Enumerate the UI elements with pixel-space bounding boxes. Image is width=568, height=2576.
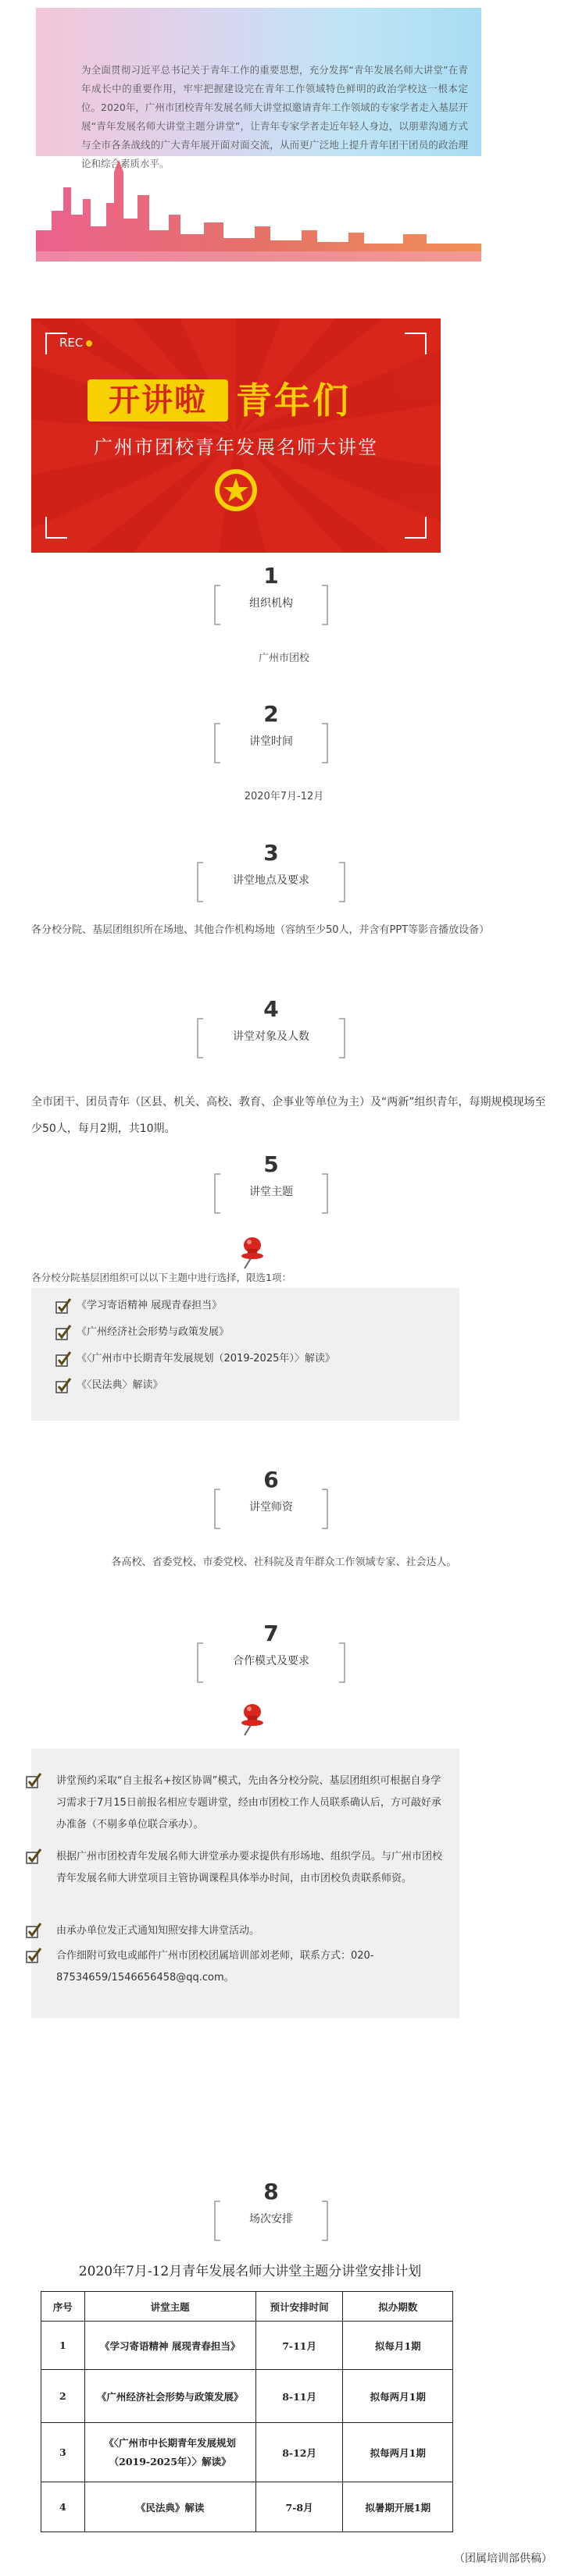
section-6-content: 各高校、省委党校、市委党校、社科院及青年群众工作领域专家、社会达人。 [111,1557,457,1568]
section-2-heading [213,700,330,767]
frame-corner [405,517,427,539]
city-skyline-image [36,156,481,262]
banner-kai-label: 开讲啦 [88,379,228,422]
article-source-footer: （团属培训部供稿） [454,2553,552,2565]
table-cell: 《民法典》解读 [84,2482,255,2532]
section-number: 6 [263,1467,279,1493]
table-header-cell: 讲堂主题 [84,2292,255,2322]
table-row [41,2370,453,2423]
topics-box [31,1288,459,1421]
checkbox-checked-icon [55,1377,72,1394]
table-cell: 1 [41,2322,85,2370]
push-pin-icon [237,1235,268,1269]
table-header-cell: 拟办期数 [343,2292,453,2322]
table-cell: 拟每两月1期 [343,2370,453,2423]
checkbox-checked-icon [25,1922,42,1939]
section-3-content: 各分校分院、基层团组织所在场地、其他合作机构场地（容纳至少50人，并含有PPT等影音播放设备） [31,924,490,936]
table-header-row [41,2292,453,2322]
table-cell: 7-11月 [255,2322,343,2370]
rec-dot-icon [86,340,92,347]
section-4-content: 全市团干、团员青年（区县、机关、高校、教育、企事业等单位为主）及“两新”组织青年，每期规模现场至少50人，每月2期，共10期。 [31,1096,546,1135]
checkbox-checked-icon [55,1350,72,1368]
section-number: 8 [263,2179,279,2204]
section-7-heading [195,1620,347,1687]
cooperation-item: 由承办单位发正式通知知照安排大讲堂活动。 [56,1920,447,1942]
section-2-content: 2020年7月-12月 [244,791,324,802]
table-row [41,2322,453,2370]
table-cell: 拟每月1期 [343,2322,453,2370]
table-cell: 3 [41,2423,85,2482]
section-5-intro: 各分校分院基层团组织可以以下主题中进行选择，限选1项： [31,1272,291,1283]
table-cell: 2 [41,2370,85,2423]
intro-paragraph: 为全面贯彻习近平总书记关于青年工作的重要思想，充分发挥“青年发展名师大讲堂”在青年成长中的重要作用，牢牢把握建设完在青年工作领域特色鲜明的政治学校这一根本定位。2020年，广州市团校青年发展名师大讲堂拟邀请青年工作领域的专家学者走入基层开展“青年发展名师大讲堂主题分讲堂”，让青年专家学者走近年轻人身边，以朋辈沟通方式与全市各条战线的广大青年展开面对面交流，从而更广泛地上提升青年团干团员的政治理论和综合素质水平。 [81,64,468,169]
checkbox-checked-icon [25,1772,42,1789]
table-cell: 拟每两月1期 [343,2423,453,2482]
topic-item: 《〈民法典〉解读》 [55,1375,163,1396]
section-number: 4 [263,996,279,1022]
table-cell: 拟暑期开展1期 [343,2482,453,2532]
frame-corner [45,517,67,539]
section-4-heading [195,995,347,1062]
table-cell: 7-8月 [255,2482,343,2532]
table-cell: 4 [41,2482,85,2532]
section-1-content: 广州市团校 [258,653,309,664]
youth-league-emblem-icon [213,467,259,514]
table-row [41,2423,453,2482]
lecture-banner [31,318,441,553]
section-number: 5 [263,1151,279,1177]
section-title: 讲堂师资 [249,1501,293,1514]
rec-indicator: REC [59,336,92,350]
section-3-heading [195,839,347,906]
schedule-table [41,2291,453,2532]
section-number: 2 [263,701,279,727]
section-title: 合作模式及要求 [233,1655,309,1667]
topic-item: 《〈广州市中长期青年发展规划（2019-2025年）〉解读》 [55,1349,335,1369]
checkbox-checked-icon [55,1324,72,1341]
checkbox-checked-icon [25,1947,42,1964]
section-title: 讲堂时间 [249,735,293,748]
push-pin-icon [237,1702,268,1736]
section-number: 1 [263,563,279,589]
table-cell: 《〈广州市中长期青年发展规划（2019-2025年）〉解读》 [84,2423,255,2482]
section-title: 讲堂对象及人数 [233,1030,309,1043]
table-header-cell: 序号 [41,2292,85,2322]
topic-item: 《广州经济社会形势与政策发展》 [55,1322,229,1343]
cooperation-item: 合作细附可致电或邮件广州市团校团属培训部刘老师，联系方式：020-87534659/1546656458@qq.com。 [56,1945,447,1989]
section-title: 场次安排 [249,2213,293,2226]
table-cell: 8-12月 [255,2423,343,2482]
section-1-heading [213,562,330,629]
section-title: 组织机构 [249,597,293,610]
checkbox-checked-icon [55,1297,72,1315]
table-row [41,2482,453,2532]
schedule-title: 2020年7月-12月青年发展名师大讲堂主题分讲堂安排计划 [78,2264,422,2279]
topic-item: 《学习寄语精神 展现青春担当》 [55,1296,222,1316]
section-number: 7 [263,1621,279,1646]
section-5-heading [213,1151,330,1218]
banner-qn-label: 青年们 [236,379,351,422]
table-cell: 《学习寄语精神 展现青春担当》 [84,2322,255,2370]
section-number: 3 [263,840,279,866]
section-title: 讲堂地点及要求 [233,874,309,887]
table-cell: 8-11月 [255,2370,343,2423]
section-6-heading [213,1466,330,1533]
table-header-cell: 预计安排时间 [255,2292,343,2322]
cooperation-item: 根据广州市团校青年发展名师大讲堂承办要求提供有形场地、组织学员。与广州市团校青年发展名师大讲堂项目主管协调课程具体举办时间，由市团校负责联系师资。 [56,1846,447,1890]
table-cell: 《广州经济社会形势与政策发展》 [84,2370,255,2423]
cooperation-item: 讲堂预约采取“自主报名+按区协调”模式，先由各分校分院、基层团组织可根据自身学习需求于7月15日前报名相应专题讲堂，经由市团校工作人员联系确认后，方可敲好承办准备（不剔多单位联合承办）。 [56,1770,447,1836]
frame-corner [405,333,427,354]
intro-banner [36,8,481,258]
section-title: 讲堂主题 [249,1186,293,1198]
section-8-heading [213,2178,330,2245]
checkbox-checked-icon [25,1848,42,1865]
banner-subtitle: 广州市团校青年发展名师大讲堂 [94,436,378,458]
